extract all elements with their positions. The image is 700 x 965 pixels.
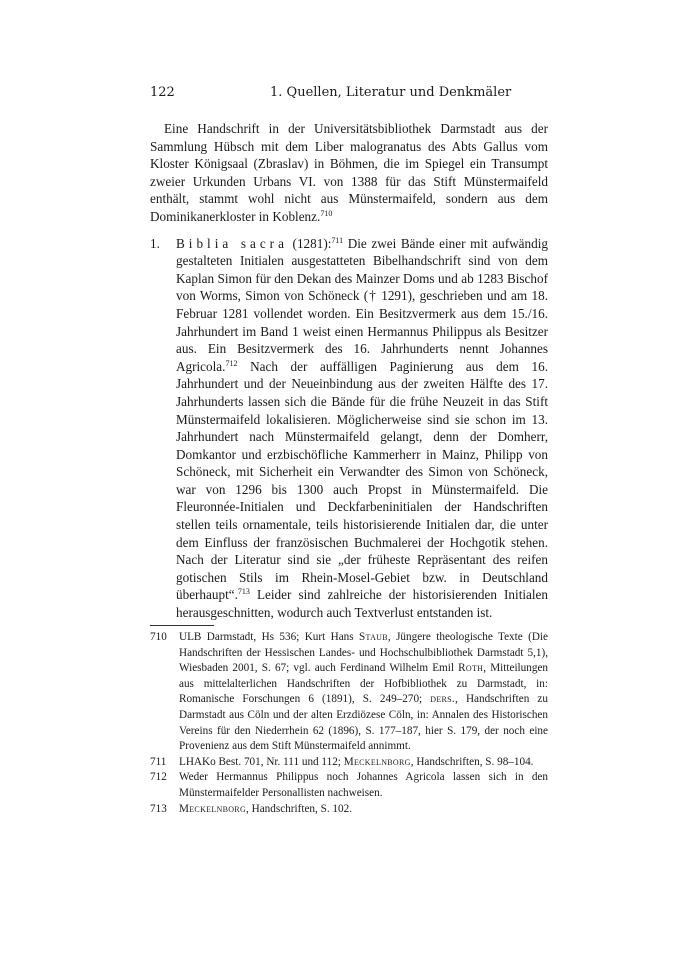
author-name: Meckelnborg [343,755,411,768]
author-name: ders. [430,693,456,706]
footnote-710 [150,630,548,755]
footnote-712 [150,770,548,801]
footnote-text: LHAKo Best. 701, Nr. 111 und 112; [179,755,344,768]
footnote-number: 711 [150,755,167,768]
footnote-ref-713: 713 [237,587,250,597]
footnote-text: ULB Darmstadt, Hs 536; Kurt Hans [179,631,360,643]
entry-text-3: Leider sind zahlreiche der historisierenden Initialen herausgeschnitten, wodurch auch Textverlust entstanden ist. [176,587,548,621]
intro-text: Eine Handschrift in der Universitätsbibliothek Darmstadt aus der Sammlung Hübsch mit dem Liber malogranatus des Abts Gallus vom Kloster Königsaal (Zbraslav) in Böhmen, die im Spiegel ein Transumpt zweier Urkunden Urbans VI. von 1388 für das Stift Münstermaifeld enthält, stammt wohl nicht aus Münstermaifeld, sondern aus dem Dominikanerkloster in Koblenz. [150,121,548,224]
footnote-ref-711: 711 [331,235,344,245]
footnote-text: , Handschriften, S. 98–104. [410,755,534,768]
footnote-text: , Handschriften zu Darmstadt aus Cöln und der alten Erzdiözese Cöln, in: Annalen des Historischen Vereins für den Niederrhein 62 (1896), S. 177–187, hier S. 179, der noch eine Provenienz aus dem Stift Münstermaifeld annimmt. [179,693,548,753]
footnote-number: 712 [150,771,167,784]
footnote-rule [150,625,214,626]
footnote-text: Weder Hermannus Philippus noch Johannes Agricola lassen sich in den Münstermaifelder Personallisten nachweisen. [179,771,548,799]
intro-paragraph [150,120,548,226]
entry-text-1: Die zwei Bände einer mit aufwändig gestalteten Initialen ausgestatteten Bibelhandschrift sind von dem Kaplan Simon für den Dekan des Mainzer Doms und ab 1283 Bischof von Worms, Simon von Schöneck († 1291), geschrieben und am 18. Februar 1281 vollendet worden. Ein Besitzvermerk aus dem 15./16. Jahrhundert im Band 1 weist einen Hermannus Philippus als Besitzer aus. Ein Besitzvermerk des 16. Jahrhunderts nennt Johannes Agricola. [176,235,548,374]
page-header [150,85,548,103]
footnotes [150,630,548,817]
entry-number: 1. [150,235,160,251]
author-name: Staub [359,631,388,643]
footnote-number: 710 [150,631,167,643]
footnote-711 [150,755,548,771]
entry-title: Biblia sacra [176,235,288,251]
author-name: Meckelnborg [179,802,247,815]
main-text [150,120,548,622]
footnote-text: , Jüngere theologische Texte (Die Handschriften der Hessischen Landes- und Hochschulbibliothek Darmstadt 5,1), Wiesbaden 2001, S. 67; vgl. auch Ferdinand Wilhelm Emil [179,631,548,675]
page-number: 122 [150,85,175,100]
catalog-entry [150,235,548,622]
author-name: Roth [458,662,484,675]
footnote-ref-712: 712 [225,358,238,368]
entry-year: (1281): [287,235,332,251]
entry-text-2: Nach der auffälligen Paginierung aus dem 16. Jahrhundert und der Neueinbindung aus der zweiten Hälfte des 17. Jahrhunderts lassen sich die Bände für die frühe Neuzeit in das Stift Münstermaifeld lokalisieren. Möglicherweise sind sie schon im 13. Jahrhundert nach Münstermaifeld gelangt, denn der Domherr, Domkantor und erzbischöfliche Kammerherr in Mainz, Philipp von Schöneck, mit Sicherheit ein Verwandter des Simon von Schöneck, war von 1296 bis 1300 auch Propst in Münstermaifeld. Die Fleuronnée-Initialen und Deckfarbeninitialen der Handschriften stellen teils ornamentale, teils historisierende Initialen dar, die unter dem Einfluss der französischen Buchmalerei der Hochgotik stehen. Nach der Literatur sind sie „der früheste Repräsentant des reifen gotischen Stils im Rhein-Mosel-Gebiet bzw. in Deutschland überhaupt“. [176,358,548,603]
footnote-text: , Handschriften, S. 102. [246,802,352,815]
footnote-text: , Mitteilungen aus mittelalterlichen Handschriften der Hofbibliothek zu Darmstadt, in: Romanische Forschungen 6 (1891), S. 249–270; [179,662,548,706]
footnote-ref-710: 710 [320,208,333,218]
footnote-number: 713 [150,802,167,815]
running-title: 1. Quellen, Literatur und Denkmäler [270,85,512,100]
footnote-713 [150,802,548,818]
